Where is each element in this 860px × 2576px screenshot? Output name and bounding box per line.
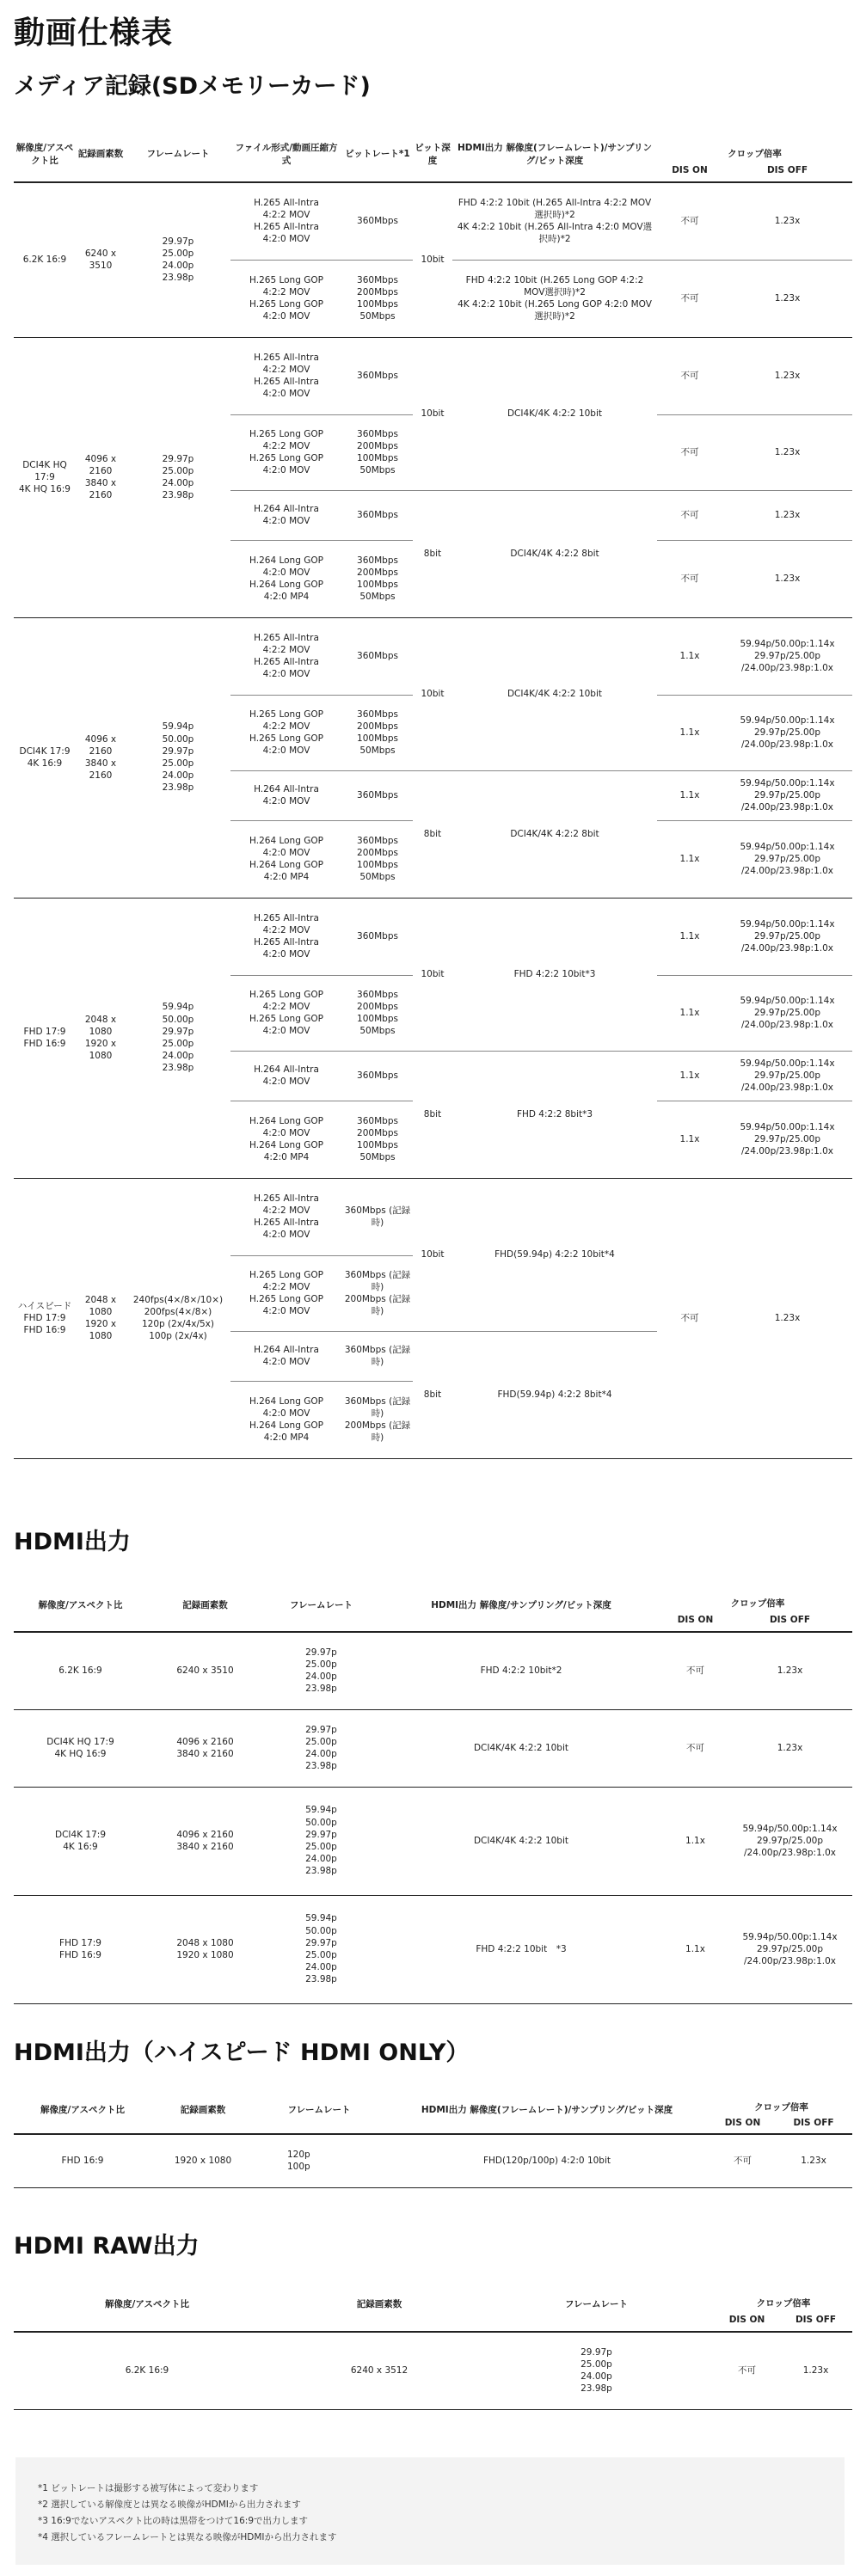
- resolution-cell: ハイスピード FHD 17:9 FHD 16:9: [14, 1178, 76, 1458]
- hdmi-cell: DCI4K/4K 4:2:2 10bit: [379, 1709, 663, 1787]
- dis-off-cell: 1.23x: [722, 1178, 852, 1458]
- hdmi-cell: FHD(59.94p) 4:2:2 10bit*4: [452, 1178, 657, 1331]
- hdmi-cell: FHD 4:2:2 8bit*3: [452, 1051, 657, 1178]
- pixels-cell: 1920 x 1080: [151, 2134, 255, 2187]
- dis-on-cell: 不可: [715, 2332, 779, 2409]
- dis-on-cell: 1.1x: [663, 1895, 728, 2003]
- sd-table-row: [14, 617, 852, 695]
- dis-on-cell: 不可: [657, 182, 722, 260]
- format-cell: H.264 All-Intra 4:2:0 MOV: [230, 1331, 342, 1381]
- bitrate-cell: 360Mbps: [342, 617, 413, 695]
- dis-on-cell: 1.1x: [657, 1051, 722, 1101]
- hdmi-cell: FHD(59.94p) 4:2:2 8bit*4: [452, 1331, 657, 1458]
- dis-on-cell: 不可: [657, 414, 722, 490]
- dis-on-cell: 不可: [710, 2134, 775, 2187]
- bitrate-cell: 360Mbps 200Mbps 100Mbps 50Mbps: [342, 1101, 413, 1178]
- dis-on-cell: 1.1x: [657, 617, 722, 695]
- bitrate-cell: 360Mbps 200Mbps 100Mbps 50Mbps: [342, 414, 413, 490]
- resolution-cell: FHD 17:9 FHD 16:9: [14, 1895, 147, 2003]
- dis-off-cell: 1.23x: [722, 337, 852, 414]
- footnote: *3 16:9でないアスペクト比の時は黒帯をつけて16:9で出力します: [38, 2516, 309, 2526]
- bitrate-cell: 360Mbps: [342, 337, 413, 414]
- dis-off-cell: 1.23x: [728, 1709, 852, 1787]
- hdmi-cell: DCI4K/4K 4:2:2 10bit: [379, 1787, 663, 1895]
- dis-on-cell: 不可: [657, 337, 722, 414]
- dis-off-cell: 1.23x: [722, 540, 852, 617]
- format-cell: H.264 All-Intra 4:2:0 MOV: [230, 770, 342, 820]
- pixels-cell: 6240 x 3510: [76, 182, 126, 337]
- col-header-pixels: 記録画素数: [151, 2088, 255, 2134]
- sd-spec-table: [14, 127, 852, 1459]
- format-cell: H.264 Long GOP 4:2:0 MOV H.264 Long GOP 4:2:0 MP4: [230, 1381, 342, 1458]
- format-cell: H.264 Long GOP 4:2:0 MOV H.264 Long GOP 4:2:0 MP4: [230, 1101, 342, 1178]
- frame-rate-cell: 59.94p 50.00p 29.97p 25.00p 24.00p 23.98p: [263, 1787, 379, 1895]
- bitrate-cell: 360Mbps 200Mbps 100Mbps 50Mbps: [342, 540, 413, 617]
- col-header-hdmi: HDMI出力 解像度/サンプリング/ビット深度: [379, 1580, 663, 1632]
- hdmi-raw-spec-table: [14, 2279, 852, 2410]
- hdmi-raw-section-title: HDMI RAW出力: [14, 2233, 200, 2260]
- hdmi-table-row: [14, 1632, 852, 1709]
- dis-on-cell: 1.1x: [657, 695, 722, 770]
- format-cell: H.265 All-Intra 4:2:2 MOV H.265 All-Intra 4:2:0 MOV: [230, 1178, 342, 1255]
- hdmi-table-row: [14, 1895, 852, 2003]
- sd-section-title: メディア記録(SDメモリーカード): [14, 73, 371, 100]
- resolution-cell: FHD 17:9 FHD 16:9: [14, 898, 76, 1178]
- bitrate-cell: 360Mbps 200Mbps 100Mbps 50Mbps: [342, 695, 413, 770]
- frame-rate-cell: 59.94p 50.00p 29.97p 25.00p 24.00p 23.98p: [126, 898, 230, 1178]
- dis-off-cell: 1.23x: [775, 2134, 852, 2187]
- frame-rate-cell: 29.97p 25.00p 24.00p 23.98p: [126, 337, 230, 617]
- footnote: *2 選択している解像度とは異なる映像がHDMIから出力されます: [38, 2499, 301, 2510]
- hdmi-cell: FHD 4:2:2 10bit*3: [452, 898, 657, 1051]
- dis-off-cell: 59.94p/50.00p:1.14x 29.97p/25.00p /24.00p/23.98p:1.0x: [728, 1895, 852, 2003]
- bitdepth-cell: 8bit: [413, 770, 452, 898]
- pixels-cell: 2048 x 1080 1920 x 1080: [147, 1895, 263, 2003]
- hdmi-cell: DCI4K/4K 4:2:2 8bit: [452, 490, 657, 617]
- pixels-cell: 4096 x 2160 3840 x 2160: [147, 1787, 263, 1895]
- dis-off-cell: 1.23x: [722, 182, 852, 260]
- dis-off-cell: 1.23x: [722, 260, 852, 337]
- format-cell: H.265 All-Intra 4:2:2 MOV H.265 All-Intra 4:2:0 MOV: [230, 617, 342, 695]
- format-cell: H.265 Long GOP 4:2:2 MOV H.265 Long GOP 4:2:0 MOV: [230, 975, 342, 1051]
- bitrate-cell: 360Mbps 200Mbps 100Mbps 50Mbps: [342, 260, 413, 337]
- hdmi-cell: FHD 4:2:2 10bit (H.265 Long GOP 4:2:2 MOV選択時)*2 4K 4:2:2 10bit (H.265 Long GOP 4:2:0 MOV選択時)*2: [452, 260, 657, 337]
- frame-rate-cell: 29.97p 25.00p 24.00p 23.98p: [478, 2332, 715, 2409]
- col-header-crop: クロップ倍率: [756, 2297, 811, 2309]
- hdmi-hs-table-row: [14, 2134, 852, 2187]
- dis-off-cell: 59.94p/50.00p:1.14x 29.97p/25.00p /24.00p/23.98p:1.0x: [722, 1051, 852, 1101]
- hdmi-cell: DCI4K/4K 4:2:2 8bit: [452, 770, 657, 898]
- col-header-frame-rate: フレームレート: [255, 2088, 384, 2134]
- resolution-cell: DCI4K HQ 17:9 4K HQ 16:9: [14, 337, 76, 617]
- frame-rate-cell: 29.97p 25.00p 24.00p 23.98p: [263, 1632, 379, 1709]
- col-header-crop: クロップ倍率: [754, 2101, 808, 2113]
- format-cell: H.264 All-Intra 4:2:0 MOV: [230, 1051, 342, 1101]
- footnote: *1 ビットレートは撮影する被写体によって変わります: [38, 2483, 259, 2493]
- hdmi-cell: FHD 4:2:2 10bit*2: [379, 1632, 663, 1709]
- col-header-crop: クロップ倍率: [730, 1598, 785, 1609]
- dis-off-cell: 59.94p/50.00p:1.14x 29.97p/25.00p /24.00p/23.98p:1.0x: [722, 617, 852, 695]
- dis-off-cell: 59.94p/50.00p:1.14x 29.97p/25.00p /24.00p/23.98p:1.0x: [722, 820, 852, 898]
- format-cell: H.265 Long GOP 4:2:2 MOV H.265 Long GOP 4:2:0 MOV: [230, 260, 342, 337]
- format-cell: H.265 Long GOP 4:2:2 MOV H.265 Long GOP 4:2:0 MOV: [230, 1255, 342, 1331]
- dis-off-cell: 1.23x: [722, 490, 852, 540]
- sd-table-row: [14, 337, 852, 414]
- resolution-cell: 6.2K 16:9: [14, 2332, 280, 2409]
- hdmi-table-row: [14, 1709, 852, 1787]
- dis-on-cell: 不可: [663, 1709, 728, 1787]
- dis-on-cell: 1.1x: [657, 975, 722, 1051]
- dis-off-cell: 59.94p/50.00p:1.14x 29.97p/25.00p /24.00p/23.98p:1.0x: [722, 898, 852, 975]
- hdmi-hs-spec-table: [14, 2088, 852, 2188]
- sd-table-row: [14, 1178, 852, 1255]
- bitdepth-cell: 10bit: [413, 1178, 452, 1331]
- bitdepth-cell: 10bit: [413, 898, 452, 1051]
- pixels-cell: 2048 x 1080 1920 x 1080: [76, 1178, 126, 1458]
- frame-rate-cell: 120p 100p: [255, 2134, 384, 2187]
- col-header-dis-on: DIS ON: [657, 160, 722, 182]
- bitrate-cell: 360Mbps 200Mbps 100Mbps 50Mbps: [342, 820, 413, 898]
- col-header-hdmi: HDMI出力 解像度(フレームレート)/サンプリング/ビット深度: [384, 2088, 710, 2134]
- resolution-cell: 6.2K 16:9: [14, 1632, 147, 1709]
- hdmi-hs-section-title: HDMI出力（ハイスピード HDMI ONLY）: [14, 2039, 470, 2066]
- bitdepth-cell: 10bit: [413, 337, 452, 490]
- dis-on-cell: 1.1x: [657, 1101, 722, 1178]
- footnote: *4 選択しているフレームレートとは異なる映像がHDMIから出力されます: [38, 2532, 337, 2542]
- bitrate-cell: 360Mbps (記録時): [342, 1331, 413, 1381]
- resolution-cell: DCI4K HQ 17:9 4K HQ 16:9: [14, 1709, 147, 1787]
- frame-rate-cell: 29.97p 25.00p 24.00p 23.98p: [126, 182, 230, 337]
- bitrate-cell: 360Mbps: [342, 770, 413, 820]
- dis-on-cell: 不可: [657, 490, 722, 540]
- col-header-pixels: 記録画素数: [147, 1580, 263, 1632]
- format-cell: H.264 Long GOP 4:2:0 MOV H.264 Long GOP 4:2:0 MP4: [230, 820, 342, 898]
- hdmi-section-title: HDMI出力: [14, 1529, 131, 1555]
- dis-off-cell: 59.94p/50.00p:1.14x 29.97p/25.00p /24.00p/23.98p:1.0x: [722, 695, 852, 770]
- dis-off-cell: 1.23x: [728, 1632, 852, 1709]
- col-header-bitrate: ビットレート*1: [342, 127, 413, 182]
- format-cell: H.265 All-Intra 4:2:2 MOV H.265 All-Intra 4:2:0 MOV: [230, 898, 342, 975]
- col-header-dis-on: DIS ON: [663, 1610, 728, 1632]
- pixels-cell: 4096 x 2160 3840 x 2160: [76, 617, 126, 898]
- pixels-cell: 4096 x 2160 3840 x 2160: [147, 1709, 263, 1787]
- pixels-cell: 6240 x 3510: [147, 1632, 263, 1709]
- hdmi-cell: FHD 4:2:2 10bit (H.265 All-Intra 4:2:2 MOV選択時)*2 4K 4:2:2 10bit (H.265 All-Intra 4:2:0 MOV選択時)*2: [452, 182, 657, 260]
- format-cell: H.264 Long GOP 4:2:0 MOV H.264 Long GOP 4:2:0 MP4: [230, 540, 342, 617]
- bitdepth-cell: 8bit: [413, 1051, 452, 1178]
- bitrate-cell: 360Mbps: [342, 182, 413, 260]
- col-header-frame-rate: フレームレート: [126, 127, 230, 182]
- resolution-cell: 6.2K 16:9: [14, 182, 76, 337]
- bitrate-cell: 360Mbps: [342, 490, 413, 540]
- pixels-cell: 6240 x 3512: [280, 2332, 478, 2409]
- col-header-dis-off: DIS OFF: [779, 2309, 852, 2332]
- pixels-cell: 4096 x 2160 3840 x 2160: [76, 337, 126, 617]
- bitrate-cell: 360Mbps: [342, 898, 413, 975]
- frame-rate-cell: 29.97p 25.00p 24.00p 23.98p: [263, 1709, 379, 1787]
- dis-off-cell: 59.94p/50.00p:1.14x 29.97p/25.00p /24.00p/23.98p:1.0x: [722, 770, 852, 820]
- footnotes: [15, 2457, 845, 2565]
- format-cell: H.265 Long GOP 4:2:2 MOV H.265 Long GOP 4:2:0 MOV: [230, 695, 342, 770]
- dis-on-cell: 不可: [657, 260, 722, 337]
- dis-on-cell: 不可: [657, 540, 722, 617]
- col-header-resolution: 解像度/アスペクト比: [14, 1580, 147, 1632]
- dis-on-cell: 不可: [663, 1632, 728, 1709]
- dis-on-cell: 1.1x: [657, 820, 722, 898]
- bitrate-cell: 360Mbps: [342, 1051, 413, 1101]
- format-cell: H.265 All-Intra 4:2:2 MOV H.265 All-Intra 4:2:0 MOV: [230, 337, 342, 414]
- bitdepth-cell: 10bit: [413, 617, 452, 770]
- col-header-resolution: 解像度/アスペクト比: [14, 2279, 280, 2332]
- dis-off-cell: 59.94p/50.00p:1.14x 29.97p/25.00p /24.00p/23.98p:1.0x: [722, 1101, 852, 1178]
- frame-rate-cell: 59.94p 50.00p 29.97p 25.00p 24.00p 23.98p: [126, 617, 230, 898]
- col-header-frame-rate: フレームレート: [478, 2279, 715, 2332]
- bitrate-cell: 360Mbps (記録時) 200Mbps (記録時): [342, 1381, 413, 1458]
- col-header-crop: クロップ倍率: [728, 148, 782, 159]
- dis-off-cell: 59.94p/50.00p:1.14x 29.97p/25.00p /24.00p/23.98p:1.0x: [728, 1787, 852, 1895]
- col-header-dis-on: DIS ON: [710, 2113, 775, 2134]
- format-cell: H.265 Long GOP 4:2:2 MOV H.265 Long GOP 4:2:0 MOV: [230, 414, 342, 490]
- hdmi-cell: DCI4K/4K 4:2:2 10bit: [452, 617, 657, 770]
- resolution-cell: DCI4K 17:9 4K 16:9: [14, 617, 76, 898]
- bitrate-cell: 360Mbps (記録時) 200Mbps (記録時): [342, 1255, 413, 1331]
- dis-on-cell: 1.1x: [663, 1787, 728, 1895]
- sd-table-row: [14, 182, 852, 260]
- col-header-dis-off: DIS OFF: [775, 2113, 852, 2134]
- col-header-dis-off: DIS OFF: [728, 1610, 852, 1632]
- col-header-dis-off: DIS OFF: [722, 160, 852, 182]
- dis-on-cell: 不可: [657, 1178, 722, 1458]
- format-cell: H.265 All-Intra 4:2:2 MOV H.265 All-Intra 4:2:0 MOV: [230, 182, 342, 260]
- hdmi-cell: FHD 4:2:2 10bit *3: [379, 1895, 663, 2003]
- bitrate-cell: 360Mbps 200Mbps 100Mbps 50Mbps: [342, 975, 413, 1051]
- resolution-cell: DCI4K 17:9 4K 16:9: [14, 1787, 147, 1895]
- dis-off-cell: 1.23x: [722, 414, 852, 490]
- bitdepth-cell: 10bit: [413, 182, 452, 337]
- format-cell: H.264 All-Intra 4:2:0 MOV: [230, 490, 342, 540]
- col-header-pixels: 記録画素数: [280, 2279, 478, 2332]
- col-header-pixels: 記録画素数: [76, 127, 126, 182]
- resolution-cell: FHD 16:9: [14, 2134, 151, 2187]
- col-header-resolution: 解像度/アスペクト比: [14, 2088, 151, 2134]
- dis-off-cell: 1.23x: [779, 2332, 852, 2409]
- page-title: 動画仕様表: [14, 15, 174, 51]
- dis-on-cell: 1.1x: [657, 770, 722, 820]
- col-header-bitdepth: ビット深度: [413, 127, 452, 182]
- col-header-hdmi: HDMI出力 解像度(フレームレート)/サンプリング/ビット深度: [452, 127, 657, 182]
- col-header-frame-rate: フレームレート: [263, 1580, 379, 1632]
- hdmi-spec-table: [14, 1580, 852, 2004]
- hdmi-table-row: [14, 1787, 852, 1895]
- pixels-cell: 2048 x 1080 1920 x 1080: [76, 898, 126, 1178]
- bitdepth-cell: 8bit: [413, 1331, 452, 1458]
- bitdepth-cell: 8bit: [413, 490, 452, 617]
- sd-table-row: [14, 898, 852, 975]
- frame-rate-cell: 59.94p 50.00p 29.97p 25.00p 24.00p 23.98p: [263, 1895, 379, 2003]
- hdmi-cell: DCI4K/4K 4:2:2 10bit: [452, 337, 657, 490]
- col-header-format: ファイル形式/動画圧縮方式: [230, 127, 342, 182]
- dis-off-cell: 59.94p/50.00p:1.14x 29.97p/25.00p /24.00p/23.98p:1.0x: [722, 975, 852, 1051]
- frame-rate-cell: 240fps(4×/8×/10×) 200fps(4×/8×) 120p (2x/4x/5x) 100p (2x/4x): [126, 1178, 230, 1458]
- dis-on-cell: 1.1x: [657, 898, 722, 975]
- hdmi-raw-table-row: [14, 2332, 852, 2409]
- col-header-dis-on: DIS ON: [715, 2309, 779, 2332]
- col-header-resolution: 解像度/アスペクト比: [14, 127, 76, 182]
- hdmi-cell: FHD(120p/100p) 4:2:0 10bit: [384, 2134, 710, 2187]
- bitrate-cell: 360Mbps (記録時): [342, 1178, 413, 1255]
